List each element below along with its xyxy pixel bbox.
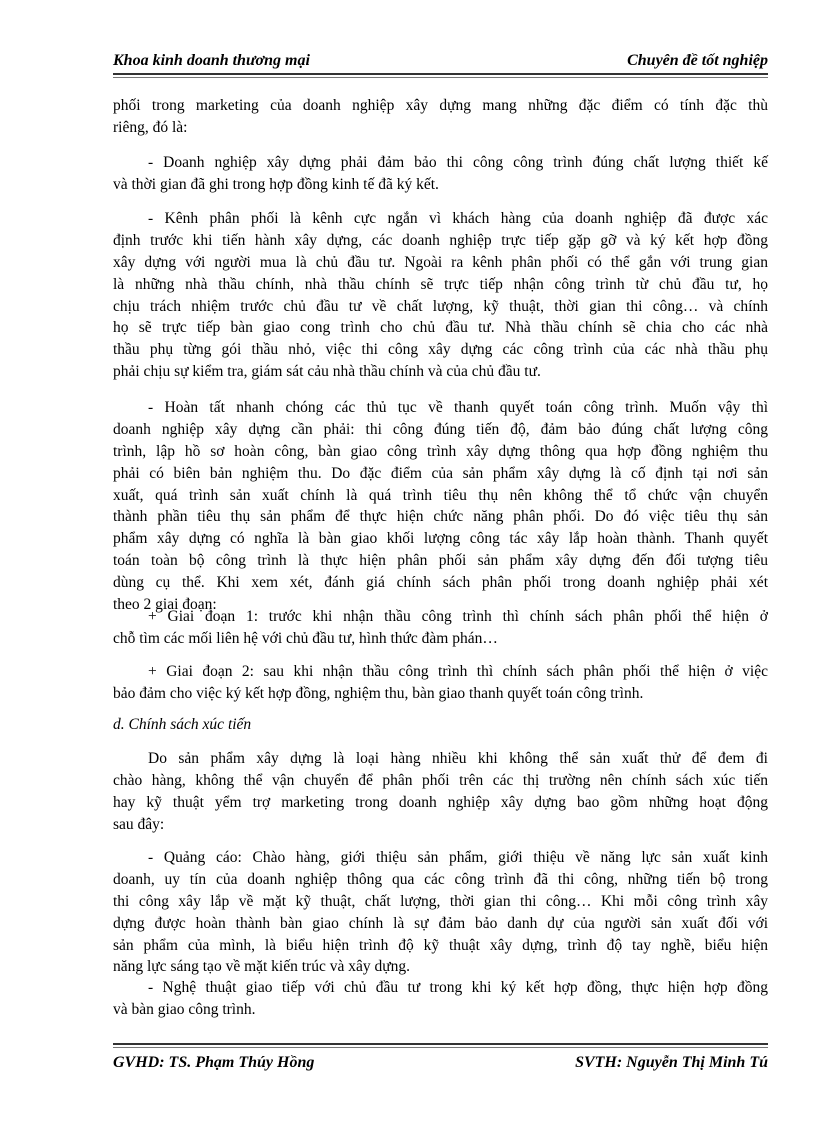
paragraph-communication (113, 977, 768, 1021)
footer-divider (113, 1043, 768, 1048)
text-line: họ sẽ trực tiếp bàn giao cong trình cho chủ đầu tư. Nhà thầu chính sẽ chia cho các nhà (113, 319, 768, 337)
text-line: Do sản phẩm xây dựng là loại hàng nhiều khi không thể sản xuất thử để đem đi (148, 750, 768, 767)
paragraph-quality-requirement (113, 152, 768, 196)
text-line: sản phẩm của mình, là biểu hiện trình độ kỹ thuật xây dựng, trình độ tay nghề, biểu hiện (113, 936, 768, 954)
text-line: năng lực sáng tạo về mặt kiến trúc và xây dựng. (113, 958, 411, 976)
text-line: phẩm xây dựng có nghĩa là bàn giao khối lượng công tác xây lắp hoàn thành. Thanh quyết (113, 530, 768, 548)
text-line: dùng cụ thể. Khi xem xét, đánh giá chính sách phân phối trong doanh nghiệp phải xét (113, 574, 768, 592)
text-line: phải chịu sự kiểm tra, giám sát cảu nhà thầu chính và của chủ đầu tư. (113, 363, 541, 381)
paragraph-intro-continuation (113, 95, 768, 139)
text-line: doanh, uy tín của doanh nghiệp thông qua các công trình đã thi công, những tiến bộ trong (113, 870, 768, 888)
footer-supervisor: GVHD: TS. Phạm Thúy Hồng (113, 1054, 315, 1071)
text-line: doanh nghiệp xây dựng cần phải: thi công đúng tiến độ, đảm bảo đúng chất lượng công (113, 420, 768, 438)
text-line: bảo đảm cho việc ký kết hợp đồng, nghiệm thu, bàn giao thanh quyết toán công trình. (113, 684, 644, 702)
text-line: riêng, đó là: (113, 118, 188, 136)
text-line: là những nhà thầu chính, nhà thầu chính sẽ trực tiếp nhận công trình từ chủ đầu tư, họ (113, 275, 768, 293)
text-line: - Kênh phân phối là kênh cực ngắn vì khách hàng của doanh nghiệp đã được xác (148, 210, 768, 227)
paragraph-short-channel (113, 208, 768, 383)
text-line: - Hoàn tất nhanh chóng các thủ tục về thanh quyết toán công trình. Muốn vậy thì (148, 399, 768, 416)
header-divider (113, 73, 768, 78)
text-line: - Doanh nghiệp xây dựng phải đảm bảo thi công công trình đúng chất lượng thiết kế (148, 154, 768, 171)
text-line: hay kỹ thuật yểm trợ marketing trong doanh nghiệp xây dựng bao gồm những hoạt động (113, 793, 768, 811)
text-line: + Giai đoạn 2: sau khi nhận thầu công trình thì chính sách phân phối thể hiện ở việc (148, 663, 768, 680)
text-line: chỗ tìm các mối liên hệ với chủ đầu tư, hình thức đàm phán… (113, 629, 498, 647)
text-line: toán toàn bộ công trình là thực hiện phân phối sản phẩm xây dựng đến đối tượng tiêu (113, 552, 768, 570)
text-line: dựng được hoàn thành bàn giao chính là sự đảm bảo danh dự của người sản xuất đối với (113, 914, 768, 932)
header-department: Khoa kinh doanh thương mại (113, 52, 310, 69)
text-line: sau đây: (113, 815, 165, 833)
page-footer (113, 1054, 768, 1072)
text-line: thi công xây lắp về mặt kỹ thuật, chất lượng, thời gian thi công… Khi mỗi công trình xây (113, 892, 768, 910)
text-line: trình, lập hồ sơ hoàn công, bàn giao công trình xây dựng thông qua hợp đồng nghiệm thu (113, 442, 768, 460)
footer-student: SVTH: Nguyễn Thị Minh Tú (575, 1054, 768, 1071)
text-line: - Quảng cáo: Chào hàng, giới thiệu sản phẩm, giới thiệu về năng lực sản xuất kinh (148, 849, 768, 866)
text-line: và thời gian đã ghi trong hợp đồng kinh tế đã ký kết. (113, 175, 439, 193)
paragraph-phase-1 (113, 606, 768, 650)
text-line: phối trong marketing của doanh nghiệp xây dựng mang những đặc điểm có tính đặc thù (113, 97, 768, 114)
text-line: xây dựng với người mua là chủ đầu tư. Ngoài ra kênh phân phối có thể gắn với trung gian (113, 253, 768, 271)
text-line: chào hàng, không thể vận chuyển để phân phối trên các thị trường nên chính sách xúc tiến (113, 771, 768, 789)
page-header (113, 52, 768, 70)
paragraph-phase-2 (113, 661, 768, 705)
text-line: phải có biên bản nghiệm thu. Do đặc điểm của sản phẩm xây dựng là cố định tại nơi sản (113, 464, 768, 482)
text-line: theo 2 giai đoạn: (113, 596, 217, 614)
section-heading-promotion: d. Chính sách xúc tiến (113, 716, 252, 733)
header-report-type: Chuyên đề tốt nghiệp (627, 52, 768, 69)
text-line: và bàn giao công trình. (113, 1000, 256, 1018)
paragraph-promotion-intro (113, 748, 768, 836)
text-line: xuất, quá trình sản xuất chính là quá trình tiêu thụ nên không thể tổ chức vận chuyển (113, 486, 768, 504)
paragraph-advertising (113, 847, 768, 978)
text-line: thầu phụ từng gói thầu nhỏ, việc thi công xây dựng các công trình của các nhà thầu phụ (113, 341, 768, 359)
text-line: thành phần tiêu thụ sản phẩm để thực hiện chức năng phân phối. Do đó việc tiêu thụ sản (113, 508, 768, 526)
text-line: - Nghệ thuật giao tiếp với chủ đầu tư trong khi ký kết hợp đồng, thực hiện hợp đồng (148, 979, 768, 996)
paragraph-settlement (113, 397, 768, 616)
text-line: định trước khi tiến hành xây dựng, các doanh nghiệp trực tiếp gặp gỡ và ký kết hợp đồng (113, 231, 768, 249)
text-line: + Giai đoạn 1: trước khi nhận thầu công trình thì chính sách phân phối thể hiện ở (148, 608, 768, 625)
text-line: chịu trách nhiệm trước chủ đầu tư về chất lượng, kỹ thuật, thời gian thi công… và chính (113, 297, 768, 315)
